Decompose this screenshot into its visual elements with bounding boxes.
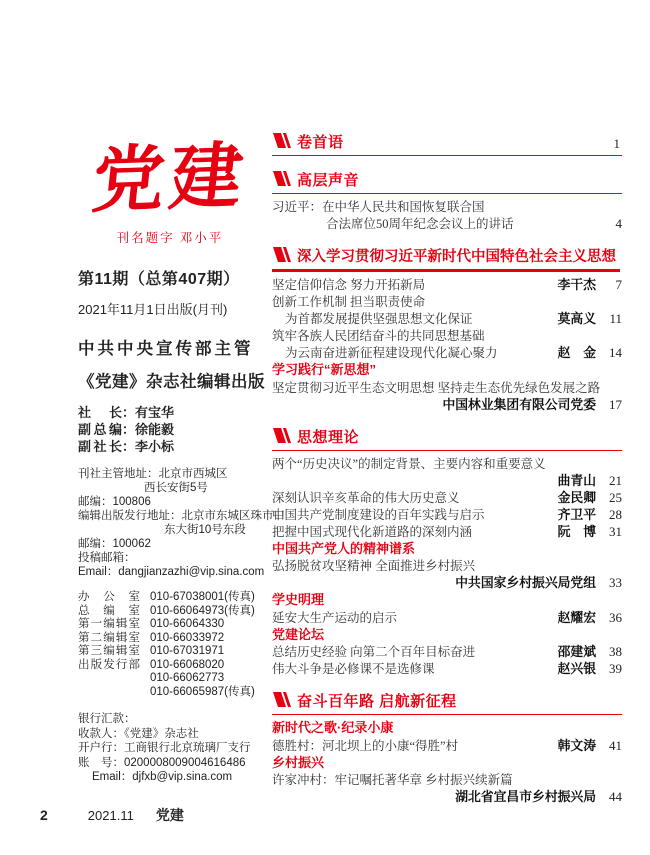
section-marker-icon [272,692,292,712]
staff-colon: ： [122,439,136,454]
toc-entry [272,380,622,396]
toc-entry [272,456,622,472]
entry-page-number: 28 [609,506,622,522]
subsection-title: 中国共产党人的精神谱系 [272,540,416,556]
entry-author: 阮 博 [557,523,596,539]
toc-entry [272,490,622,506]
entry-title: 习近平：在中华人民共和国恢复联合国 [272,200,485,214]
phone-number: 010-66062773 [150,672,225,684]
section-marker-icon [272,133,292,153]
toc-entry [272,610,622,626]
address-line: 邮编：100062 [78,538,151,550]
footer-page-number: 2 [40,807,48,823]
entry-page-number: 14 [609,345,622,360]
section-header [272,690,622,715]
toc-section [272,131,622,156]
section-title: 思想理论 [297,428,360,446]
publisher-line: 《党建》杂志社编辑出版 [78,373,265,391]
entry-page-number: 7 [615,277,622,292]
phone-number: 010-66065987(传真) [150,685,255,698]
staff-name: 李小标 [135,439,175,454]
toc-entry [272,507,622,523]
entry-author: 中共国家乡村振兴局党组 [455,575,596,590]
footer-issue: 2021.11 [87,808,134,823]
staff-row [78,438,290,455]
entry-title: 总结历史经验 向第二个百年目标奋进 [272,645,476,659]
entry-title: 弘扬脱贫攻坚精神 全面推进乡村振兴 [272,559,476,573]
toc-entry [272,661,622,677]
toc-entry [272,277,622,293]
address-line: 西长安街5号 [144,482,208,494]
entry-page-number: 38 [609,644,622,659]
entry-page-number: 17 [609,396,622,412]
bank-line: 开户行：工商银行北京琉璃厂支行 [78,742,251,754]
section-title: 卷首语 [297,134,344,151]
entry-title: 坚定信仰信念 努力开拓新局 [272,278,426,292]
entry-title: 坚定贯彻习近平生态文明思想 坚持走生态优先绿色发展之路 [272,380,601,395]
entry-title: 许家冲村：牢记嘱托著华章 乡村振兴续新篇 [272,773,513,787]
toc-entry [272,397,622,413]
phone-number: 010-66064330 [150,618,225,630]
masthead-logo-block [88,132,252,246]
phone-line [78,672,290,686]
toc-entry [272,294,622,310]
entry-page-number: 31 [609,523,622,539]
address-line: 刊社主管地址：北京市西城区 [78,468,228,480]
staff-row [78,421,290,438]
toc-entry [272,345,622,361]
section-header [272,245,620,272]
address-line: 东大街10号东段 [164,524,246,536]
toc-entry [272,575,622,591]
entry-author: 赵耀宏 [557,609,596,625]
entry-page-number: 33 [609,575,622,590]
section-title: 奋斗百年路 启航新征程 [297,693,457,710]
phone-dept: 第一编辑室 [78,618,140,630]
staff-colon: ： [122,422,136,437]
phone-dept: 第三编辑室 [78,645,140,657]
address-line: 投稿邮箱： [78,552,136,564]
phone-number: 010-67031971 [150,645,225,657]
bank-line: 收款人：《党建》杂志社 [78,727,199,740]
staff-role: 副总编 [78,422,122,437]
section-header [272,131,622,156]
phone-dept: 办公室 [78,591,140,603]
phone-line [78,591,290,605]
entry-author: 金民卿 [557,489,596,505]
entry-author: 莫高义 [557,311,596,326]
section-title: 深入学习贯彻习近平新时代中国特色社会主义思想 [297,249,616,265]
toc-entry [272,738,622,754]
phone-dept: 出版发行部 [78,658,140,671]
entry-page-number: 36 [609,609,622,625]
masthead-column [78,266,290,785]
entry-title: 为云南奋进新征程建设现代化凝心聚力 [285,346,498,360]
toc [272,131,622,818]
bank-line: Email：djfxb@vip.sina.com [92,771,233,783]
toc-entry [272,524,622,540]
section-header [272,426,622,451]
toc-entry [272,199,622,215]
phone-dept [78,672,140,686]
toc-entry [272,558,622,574]
section-page-number: 1 [613,136,620,151]
toc-entry [272,772,622,788]
phone-dept: 总编室 [78,604,140,617]
phone-number: 010-66033972 [150,631,225,644]
entry-title: 伟大斗争是必修课不是选修课 [272,662,435,676]
subsection-title: 学习践行“新思想” [272,362,377,377]
publish-date: 2021年11月1日出版(月刊) [78,302,228,317]
entry-page-number: 39 [609,661,622,676]
entry-title: 延安大生产运动的启示 [272,610,398,625]
phone-line [78,632,290,646]
section-title: 高层声音 [297,172,360,189]
subsection-title: 学史明理 [272,592,325,607]
toc-section [272,245,622,413]
phone-number: 010-66068020 [150,658,225,671]
address-list [78,467,290,579]
section-marker-icon [272,171,292,191]
address-line: 邮编：100806 [78,496,151,508]
staff-role: 副社长 [78,439,122,454]
entry-author: 赵 金 [557,345,596,360]
entry-page-number: 25 [609,489,622,505]
entry-author: 邵建斌 [557,644,596,659]
toc-section [272,690,622,805]
entry-author: 湖北省宜昌市乡村振兴局 [455,789,596,804]
subsection-title: 党建论坛 [272,626,325,642]
issue-number: 第11期（总第407期） [78,271,240,288]
address-line: 编辑出版发行地址：北京市东城区珠市口 [78,510,285,522]
section-marker-icon [272,428,292,448]
toc-entry [272,328,622,344]
phone-list [78,591,290,699]
entry-title: 两个“历史决议”的制定背景、主要内容和重要意义 [272,456,546,471]
entry-author: 韩文涛 [557,737,596,753]
phone-line [78,686,290,700]
toc-entry [272,311,622,327]
section-marker-icon [272,247,292,267]
phone-line [78,645,290,659]
logo-calligraphy-credit: 刊名题字 邓小平 [116,230,224,245]
staff-row [78,404,290,421]
toc-entry [272,216,622,232]
supervisor-line: 中共中央宣传部主管 [78,340,254,358]
staff-name: 有宝华 [135,405,175,420]
bank-line: 银行汇款： [78,713,136,725]
staff-role: 社长 [78,405,122,420]
phone-dept: 第二编辑室 [78,631,140,644]
footer-magazine-name: 党建 [155,809,184,824]
toc-entry [272,789,622,805]
entry-author: 曲青山 [557,472,596,488]
address-line: Email：dangjianzazhi@vip.sina.com [78,566,265,578]
entry-title: 创新工作机制 担当职责使命 [272,295,426,309]
toc-entry [272,644,622,660]
staff-colon: ： [122,405,136,420]
entry-page-number: 41 [609,737,622,753]
bank-list [78,712,290,785]
entry-title: 德胜村：河北坝上的小康“得胜”村 [272,738,459,753]
staff-name: 徐能毅 [135,422,175,437]
entry-title: 为首都发展提供坚强思想文化保证 [285,312,473,326]
phone-number: 010-66064973(传真) [150,604,255,617]
bank-line: 账 号：0200008009004616486 [78,756,246,769]
toc-section [272,426,622,678]
phone-dept [78,686,140,700]
toc-entry [272,473,622,489]
entry-page-number: 11 [609,311,622,326]
phone-line [78,659,290,673]
section-header [272,169,622,194]
entry-title: 把握中国式现代化新道路的深刻内涵 [272,524,473,539]
magazine-logo: 党建 [88,132,252,223]
entry-page-number: 44 [609,789,622,804]
entry-page-number: 21 [609,472,622,488]
entry-title: 合法席位50周年纪念会议上的讲话 [326,217,514,231]
entry-author: 李干杰 [557,277,596,292]
entry-title: 中国共产党制度建设的百年实践与启示 [272,507,485,522]
phone-number: 010-67038001(传真) [150,591,255,603]
subsection-title: 乡村振兴 [272,754,325,770]
entry-author: 齐卫平 [557,506,596,522]
toc-section [272,169,622,232]
phone-line [78,618,290,632]
page-footer [40,805,184,825]
staff-list [78,404,290,455]
entry-page-number: 4 [615,216,622,231]
phone-line [78,605,290,619]
entry-author: 赵兴银 [557,661,596,676]
subsection-title: 新时代之歌·纪录小康 [272,720,394,735]
entry-author: 中国林业集团有限公司党委 [442,396,596,412]
entry-title: 深刻认识辛亥革命的伟大历史意义 [272,490,460,505]
entry-title: 筑牢各族人民团结奋斗的共同思想基础 [272,329,485,343]
